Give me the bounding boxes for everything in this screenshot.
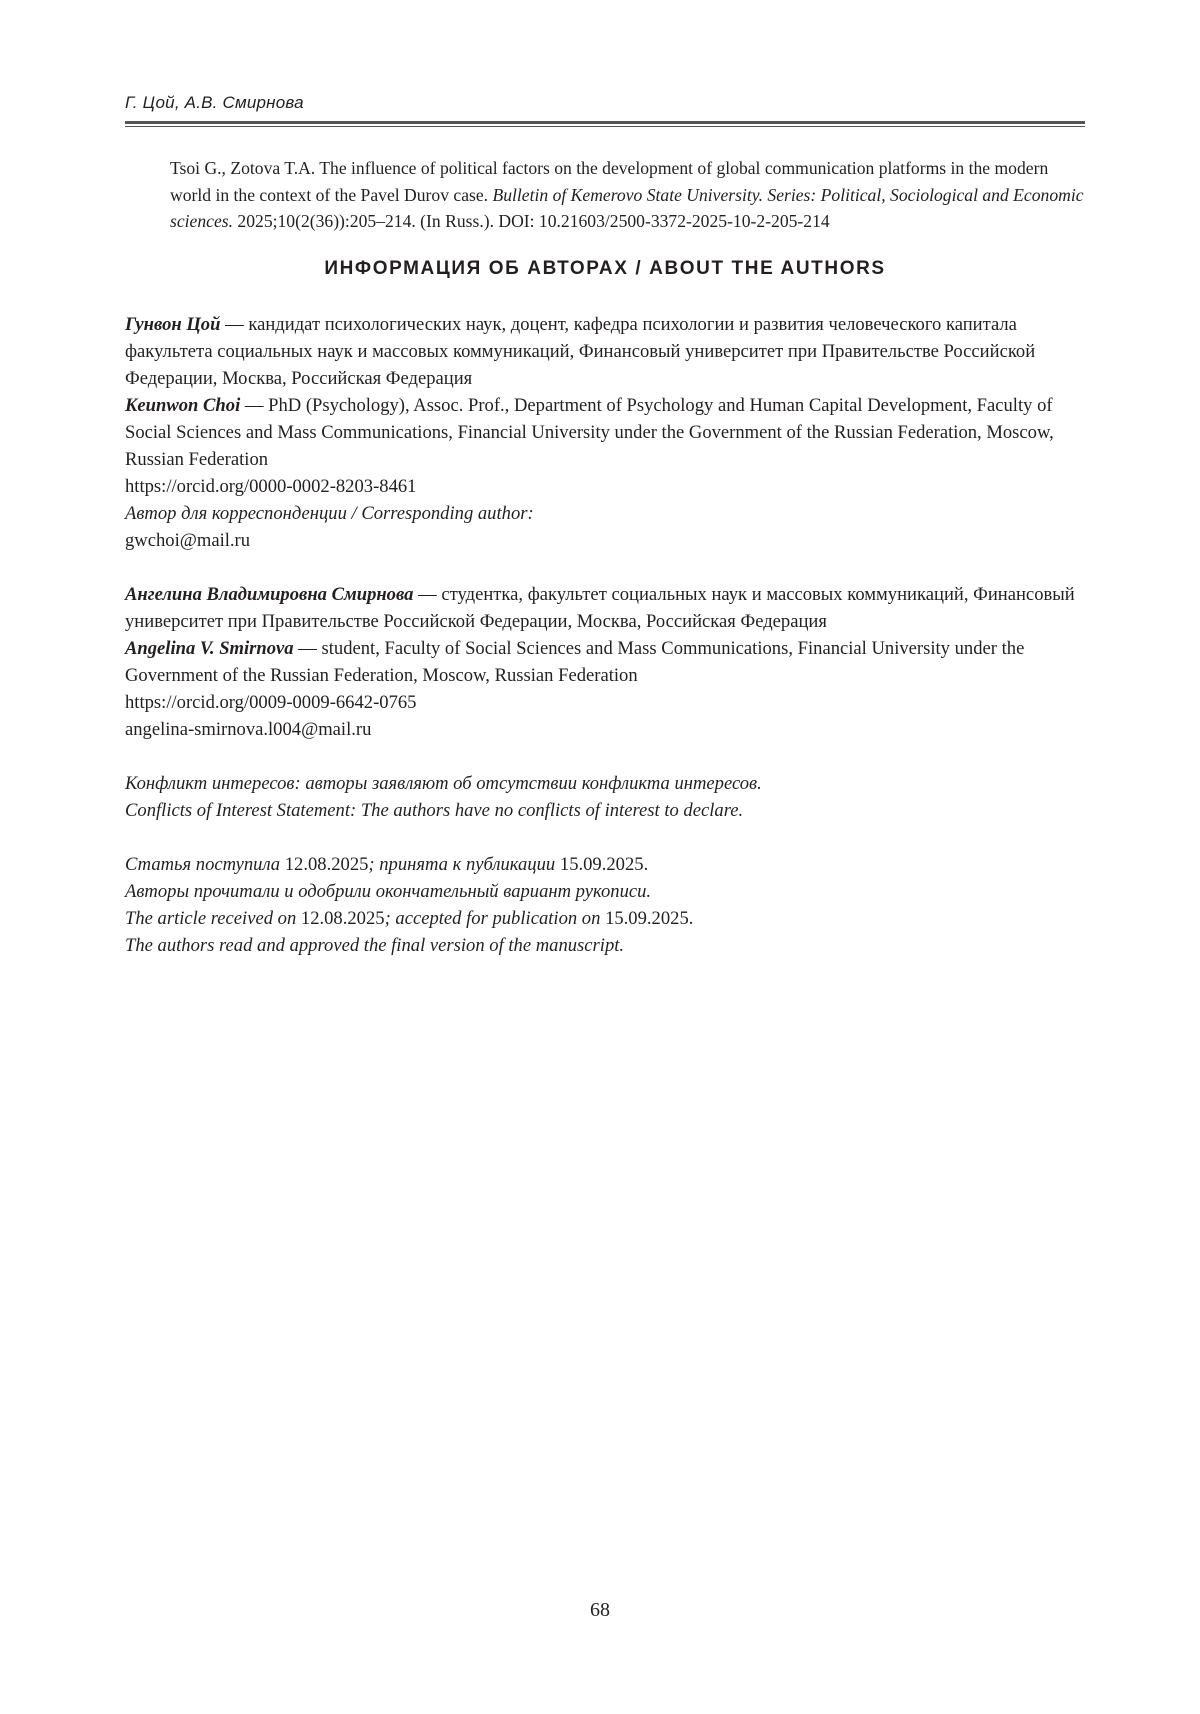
- author2-block: [125, 581, 1095, 743]
- page-header: [125, 93, 1085, 127]
- author1-bio-ru: — кандидат психологических наук, доцент, кафедра психологии и развития человеческого капитала факультета социальных наук и массовых коммуникаций, Финансовый университет при Правительстве Российской Федерации, Москва, Российская Федерация: [125, 314, 1036, 389]
- corresponding-label: Автор для корреспонденции / Corresponding author:: [125, 503, 534, 524]
- author2-bio-ru: — студентка, факультет социальных наук и массовых коммуникаций, Финансовый университет при Правительстве Российской Федерации, Москва, Российская Федерация: [125, 584, 1075, 632]
- dates-ru: [125, 851, 1095, 878]
- author2-name-ru: Ангелина Владимировна Смирнова: [125, 584, 414, 605]
- period: .: [643, 854, 649, 875]
- received-date-ru: 12.08.2025: [284, 854, 369, 875]
- author1-email[interactable]: gwchoi@mail.ru: [125, 530, 251, 551]
- author1-block: [125, 311, 1095, 554]
- accepted-ru-label: ; принята к публикации: [368, 854, 560, 875]
- approved-ru: Авторы прочитали и одобрили окончательный вариант рукописи.: [125, 881, 652, 902]
- author1-orcid[interactable]: https://orcid.org/0000-0002-8203-8461: [125, 476, 417, 497]
- period-en: .: [688, 908, 694, 929]
- author1-ru: [125, 311, 1095, 392]
- citation-journal: Bulletin of Kemerovo State University. Series: Political, Sociological and Economic sciences.: [170, 184, 1084, 231]
- author1-bio-en: — PhD (Psychology), Assoc. Prof., Department of Psychology and Human Capital Development, Faculty of Social Sciences and Mass Communications, Financial University under the Government of the Russian Federation, Moscow, Russian Federation: [125, 395, 1054, 470]
- page-number: 68: [590, 1599, 610, 1621]
- accepted-date-en: 15.09.2025: [605, 908, 689, 929]
- conflict-block: [125, 770, 1095, 824]
- dates-block: [125, 851, 1095, 959]
- received-ru-label: Статья поступила: [125, 854, 285, 875]
- author2-ru: [125, 581, 1095, 635]
- approved-en: The authors read and approved the final version of the manuscript.: [125, 935, 625, 956]
- author2-bio-en: — student, Faculty of Social Sciences and Mass Communications, Financial University under the Government of the Russian Federation, Moscow, Russian Federation: [125, 638, 1025, 686]
- citation-details: 2025;10(2(36)):205–214. (In Russ.). DOI: 10.21603/2500-3372-2025-10-2-205-214: [237, 211, 830, 231]
- author2-name-en: Angelina V. Smirnova: [125, 638, 294, 659]
- received-date-en: 12.08.2025: [300, 908, 385, 929]
- header-rule-thick: [125, 121, 1085, 124]
- conflict-ru: Конфликт интересов: авторы заявляют об отсутствии конфликта интересов.: [125, 773, 762, 794]
- author2-orcid[interactable]: https://orcid.org/0009-0009-6642-0765: [125, 692, 417, 713]
- accepted-en-label: ; accepted for publication on: [384, 908, 606, 929]
- running-head: Г. Цой, А.В. Смирнова: [125, 93, 304, 112]
- section-title: ИНФОРМАЦИЯ ОБ АВТОРАХ / ABOUT THE AUTHORS: [324, 258, 886, 279]
- citation-block: [170, 155, 1085, 235]
- conflict-en: Conflicts of Interest Statement: The authors have no conflicts of interest to declare.: [125, 800, 744, 821]
- received-en-label: The article received on: [125, 908, 301, 929]
- citation-authors-title: Tsoi G., Zotova T.A. The influence of political factors on the development of global communication platforms in the modern world in the context of the Pavel Durov case.: [170, 158, 1049, 205]
- author2-en: [125, 635, 1095, 689]
- dates-en: [125, 905, 1095, 932]
- author2-email[interactable]: angelina-smirnova.l004@mail.ru: [125, 719, 372, 740]
- author1-en: [125, 392, 1095, 473]
- author1-name-en: Keunwon Choi: [125, 395, 241, 416]
- header-rule-thin: [125, 126, 1085, 127]
- accepted-date-ru: 15.09.2025: [559, 854, 644, 875]
- author1-name-ru: Гунвон Цой: [125, 314, 221, 335]
